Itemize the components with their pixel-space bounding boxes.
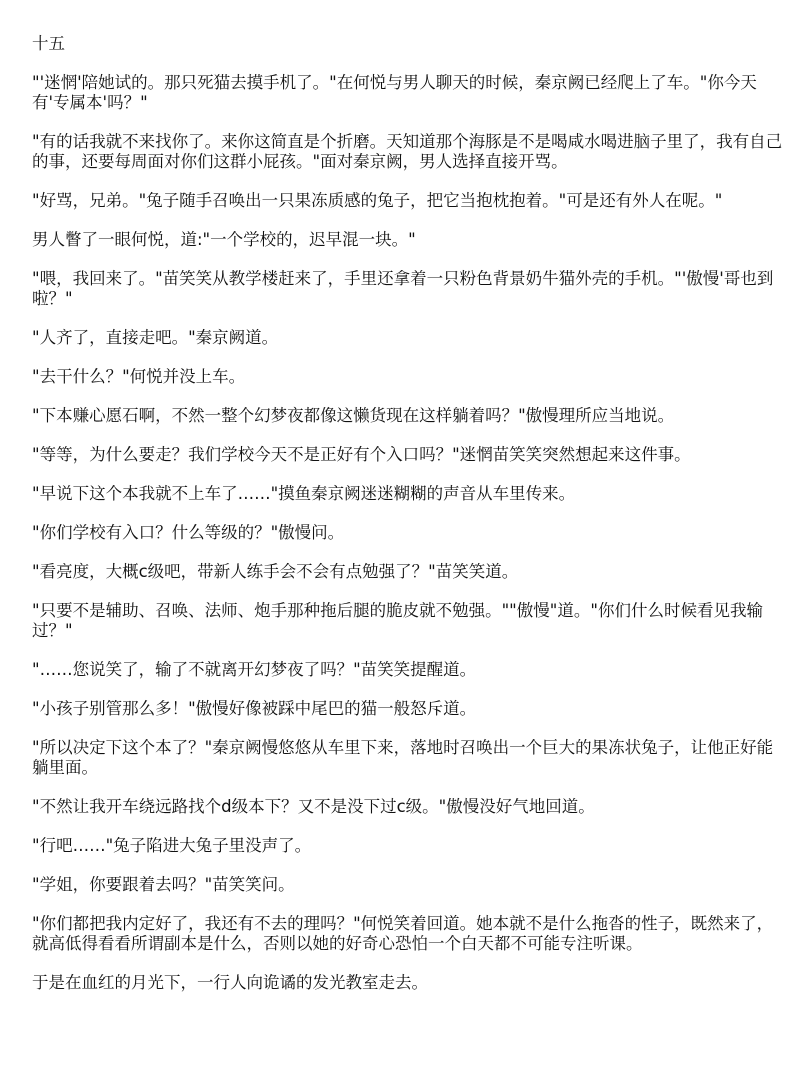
- paragraph-5: "喂，我回来了。"苗笑笑从教学楼赶来了，手里还拿着一只粉色背景奶牛猫外壳的手机。"'傲慢'哥也到啦？": [32, 269, 774, 308]
- paragraph-19: "学姐，你要跟着去吗？"苗笑笑问。: [32, 875, 295, 894]
- chapter-title: 十五: [32, 34, 65, 53]
- paragraph-11: "你们学校有入口？什么等级的？"傲慢问。: [32, 523, 345, 542]
- paragraph-6: "人齐了，直接走吧。"秦京阙道。: [32, 328, 279, 347]
- paragraph-1: "'迷惘'陪她试的。那只死猫去摸手机了。"在何悦与男人聊天的时候，秦京阙已经爬上了车。"你今天有'专属本'吗？": [32, 73, 757, 112]
- paragraph-9: "等等，为什么要走？我们学校今天不是正好有个入口吗？"迷惘苗笑笑突然想起来这件事。: [32, 445, 691, 464]
- paragraph-20: "你们都把我内定好了，我还有不去的理吗？"何悦笑着回道。她本就不是什么拖沓的性子，既然来了，就高低得看看所谓副本是什么，否则以她的好奇心恐怕一个白天都不可能专注听课。: [32, 914, 774, 953]
- paragraph-17: "不然让我开车绕远路找个d级本下？又不是没下过c级。"傲慢没好气地回道。: [32, 797, 595, 816]
- paragraph-16: "所以决定下这个本了？"秦京阙慢悠悠从车里下来，落地时召唤出一个巨大的果冻状兔子，让他正好能躺里面。: [32, 738, 774, 777]
- paragraph-3: "好骂，兄弟。"兔子随手召唤出一只果冻质感的兔子，把它当抱枕抱着。"可是还有外人在呢。": [32, 191, 723, 210]
- paragraph-12: "看亮度，大概c级吧，带新人练手会不会有点勉强了？"苗笑笑道。: [32, 562, 519, 581]
- paragraph-18: "行吧……"兔子陷进大兔子里没声了。: [32, 836, 312, 855]
- paragraph-15: "小孩子别管那么多！"傲慢好像被踩中尾巴的猫一般怒斥道。: [32, 699, 477, 718]
- paragraph-10: "早说下这个本我就不上车了……"摸鱼秦京阙迷迷糊糊的声音从车里传来。: [32, 484, 576, 503]
- paragraph-8: "下本赚心愿石啊，不然一整个幻梦夜都像这懒货现在这样躺着吗？"傲慢理所应当地说。: [32, 406, 675, 425]
- paragraph-2: "有的话我就不来找你了。来你这简直是个折磨。天知道那个海豚是不是喝咸水喝进脑子里了，我有自己的事，还要每周面对你们这群小屁孩。"面对秦京阙，男人选择直接开骂。: [32, 132, 783, 171]
- document-page: [32, 34, 784, 1012]
- paragraph-4: 男人瞥了一眼何悦，道:"一个学校的，迟早混一块。": [32, 230, 416, 249]
- paragraph-7: "去干什么？"何悦并没上车。: [32, 367, 246, 386]
- paragraph-14: "……您说笑了，输了不就离开幻梦夜了吗？"苗笑笑提醒道。: [32, 660, 477, 679]
- paragraph-21: 于是在血红的月光下，一行人向诡谲的发光教室走去。: [32, 973, 428, 992]
- paragraph-13: "只要不是辅助、召唤、法师、炮手那种拖后腿的脆皮就不勉强。""傲慢"道。"你们什么时候看见我输过？": [32, 601, 763, 640]
